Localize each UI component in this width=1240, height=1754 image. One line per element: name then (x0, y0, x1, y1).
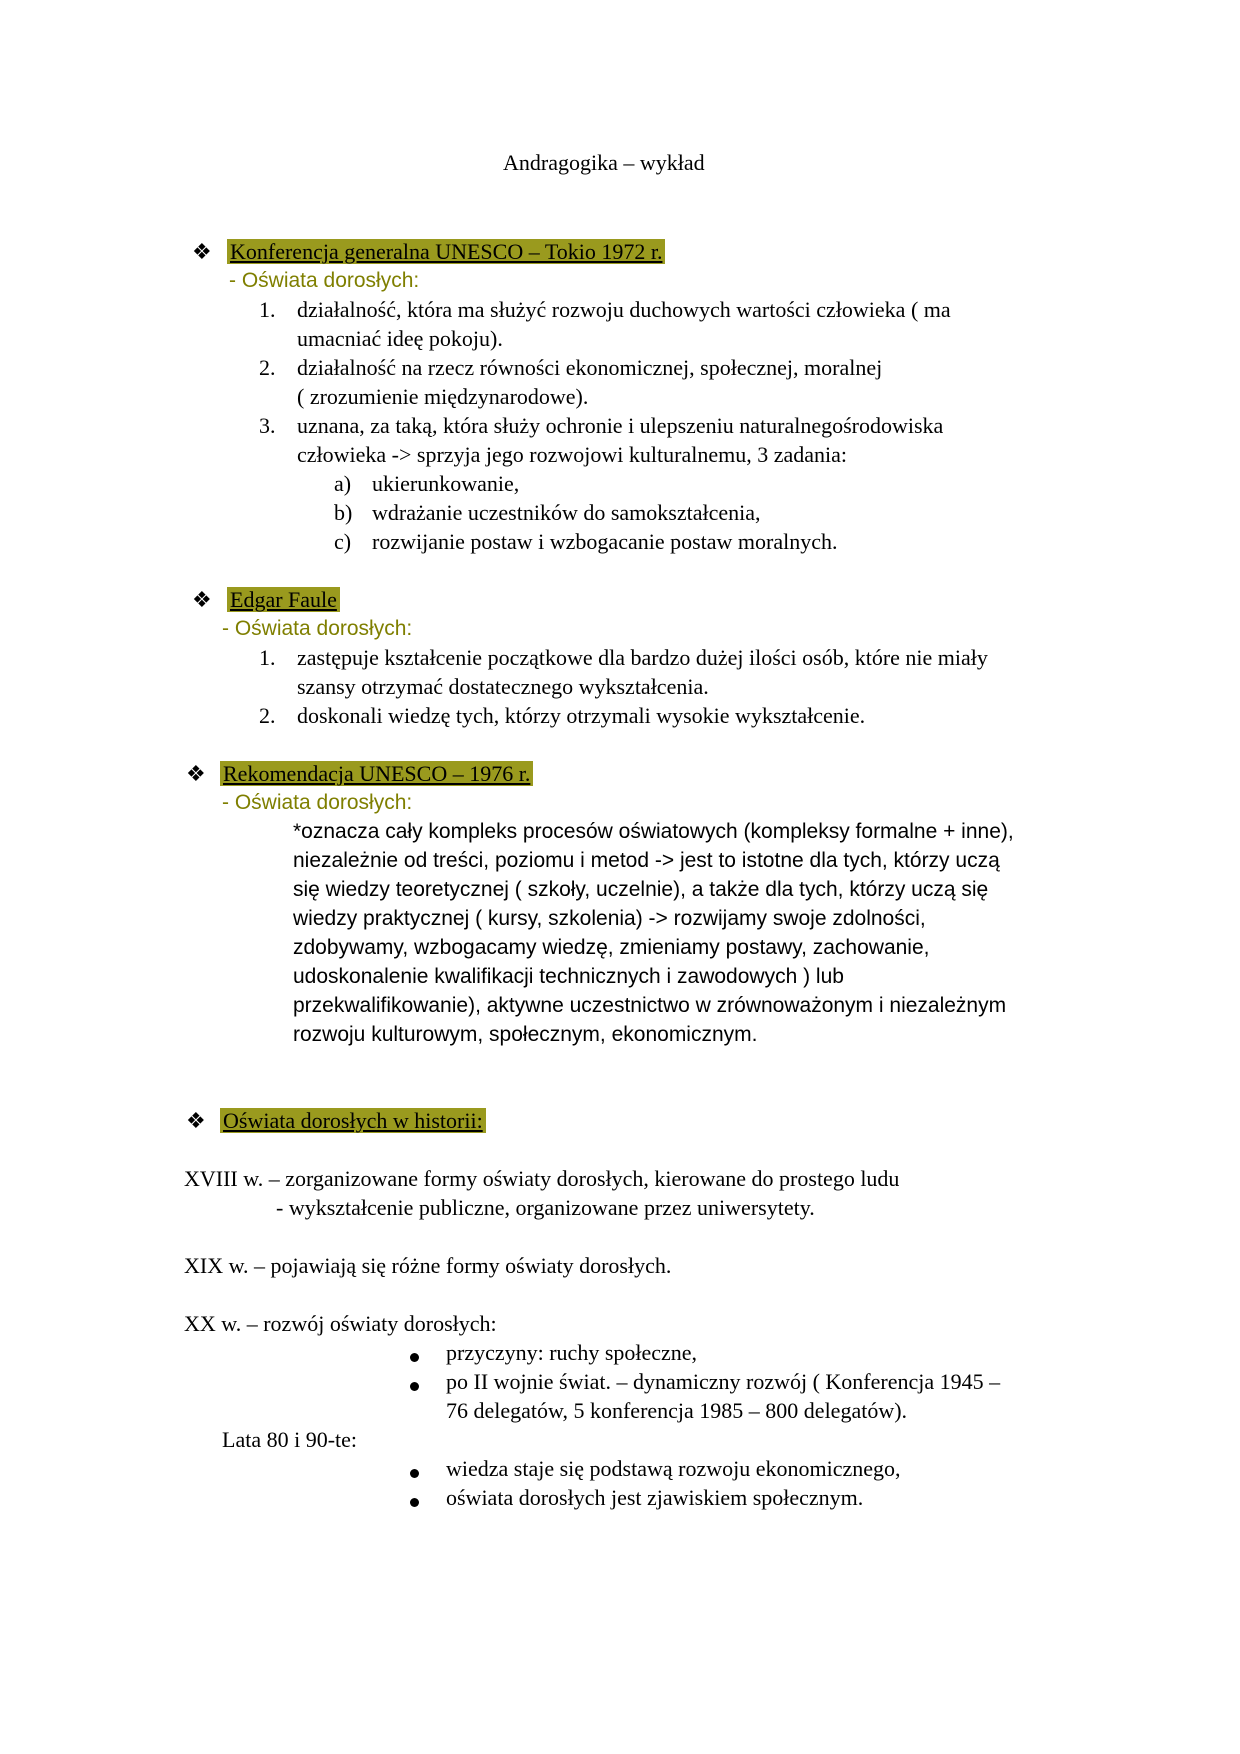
list-number: 1. (259, 645, 276, 670)
diamond-bullet-icon: ❖ (186, 1108, 206, 1133)
diamond-bullet-icon: ❖ (186, 761, 206, 786)
paragraph-line: niezależnie od treści, poziomu i metod -> jest to istotne dla tych, którzy uczą (293, 849, 1000, 872)
list-item-text: zastępuje kształcenie początkowe dla bardzo dużej ilości osób, które nie miały (297, 645, 988, 670)
section-subheading: - Oświata dorosłych: (222, 617, 413, 640)
bullet-dot-icon (410, 1469, 419, 1478)
list-item-text: działalność, która ma służyć rozwoju duchowych wartości człowieka ( ma (297, 297, 951, 322)
section-subheading: - Oświata dorosłych: (222, 791, 413, 814)
section-heading-unesco-tokio: Konferencja generalna UNESCO – Tokio 1972 r. (227, 239, 665, 264)
paragraph-line: udoskonalenie kwalifikacji technicznych i zawodowych ) lub (293, 965, 844, 988)
diamond-bullet-icon: ❖ (192, 239, 212, 264)
list-number: 3. (259, 413, 276, 438)
paragraph-line: rozwoju kulturowym, społecznym, ekonomicznym. (293, 1023, 758, 1046)
bullet-dot-icon (410, 1353, 419, 1362)
list-letter-text: ukierunkowanie, (372, 471, 520, 496)
list-number: 1. (259, 297, 276, 322)
paragraph-line: wiedzy praktycznej ( kursy, szkolenia) -> rozwijamy swoje zdolności, (293, 907, 926, 930)
history-line-xix: XIX w. – pojawiają się różne formy oświaty dorosłych. (184, 1253, 672, 1278)
section-heading-edgar-faule: Edgar Faule (227, 587, 340, 612)
list-letter: c) (334, 529, 352, 554)
list-item-text: ( zrozumienie międzynarodowe). (297, 384, 589, 409)
list-letter: b) (334, 500, 353, 525)
section-heading-rekomendacja: Rekomendacja UNESCO – 1976 r. (220, 761, 533, 786)
history-line-xx: XX w. – rozwój oświaty dorosłych: (184, 1311, 497, 1336)
page-title: Andragogika – wykład (503, 150, 705, 175)
list-item-text: umacniać ideę pokoju). (297, 326, 503, 351)
list-letter-text: wdrażanie uczestników do samokształcenia, (372, 500, 761, 525)
list-number: 2. (259, 703, 276, 728)
history-line-xviii: XVIII w. – zorganizowane formy oświaty dorosłych, kierowane do prostego ludu (184, 1166, 900, 1191)
diamond-bullet-icon: ❖ (192, 587, 212, 612)
paragraph-line: zdobywamy, wzbogacamy wiedzę, zmieniamy postawy, zachowanie, (293, 936, 930, 959)
bullet-item-text: przyczyny: ruchy społeczne, (446, 1340, 698, 1365)
paragraph-line: *oznacza cały kompleks procesów oświatowych (kompleksy formalne + inne), (293, 820, 1014, 843)
list-item-text: doskonali wiedzę tych, którzy otrzymali wysokie wykształcenie. (297, 703, 866, 728)
bullet-dot-icon (410, 1382, 419, 1391)
list-item-text: człowieka -> sprzyja jego rozwojowi kulturalnemu, 3 zadania: (297, 442, 847, 467)
list-item-text: szansy otrzymać dostatecznego wykształcenia. (297, 674, 709, 699)
list-item-text: uznana, za taką, która służy ochronie i ulepszeniu naturalnegośrodowiska (297, 413, 944, 438)
bullet-item-text: po II wojnie świat. – dynamiczny rozwój ( Konferencja 1945 – (446, 1369, 1001, 1394)
section-heading-historia: Oświata dorosłych w historii: (220, 1108, 486, 1133)
bullet-item-text: 76 delegatów, 5 konferencja 1985 – 800 delegatów). (446, 1398, 908, 1423)
section-subheading: - Oświata dorosłych: (229, 269, 420, 292)
lata-heading: Lata 80 i 90-te: (222, 1427, 358, 1452)
list-letter: a) (334, 471, 352, 496)
bullet-dot-icon (410, 1498, 419, 1507)
list-letter-text: rozwijanie postaw i wzbogacanie postaw moralnych. (372, 529, 838, 554)
list-number: 2. (259, 355, 276, 380)
history-line-xviii-sub: - wykształcenie publiczne, organizowane przez uniwersytety. (276, 1195, 815, 1220)
bullet-item-text: oświata dorosłych jest zjawiskiem społecznym. (446, 1485, 864, 1510)
list-item-text: działalność na rzecz równości ekonomicznej, społecznej, moralnej (297, 355, 883, 380)
paragraph-line: się wiedzy teoretycznej ( szkoły, uczelnie), a także dla tych, którzy uczą się (293, 878, 989, 901)
bullet-item-text: wiedza staje się podstawą rozwoju ekonomicznego, (446, 1456, 901, 1481)
paragraph-line: przekwalifikowanie), aktywne uczestnictwo w zrównoważonym i niezależnym (293, 994, 1007, 1017)
